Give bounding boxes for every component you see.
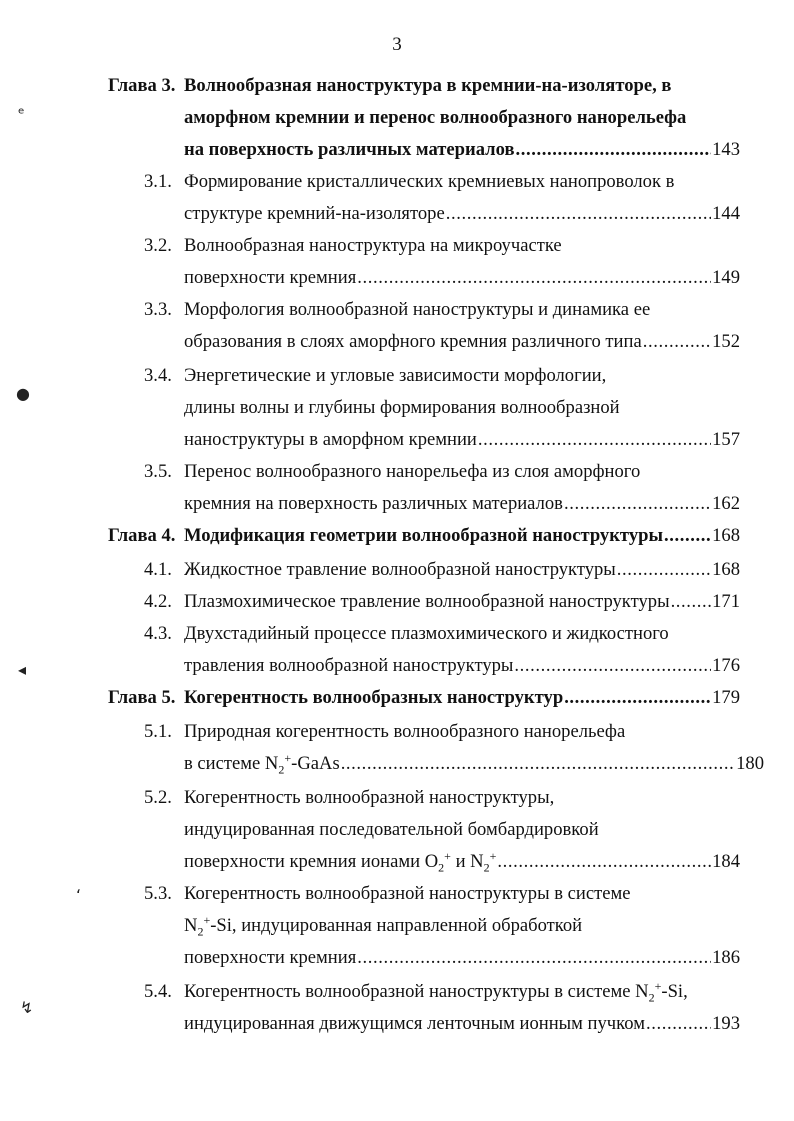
toc-section-5-2-cont	[0, 816, 794, 844]
margin-mark: ◂	[18, 660, 27, 679]
dot-leader	[564, 684, 711, 712]
dot-leader	[516, 136, 712, 164]
toc-section-3-4-cont	[0, 426, 794, 454]
margin-mark: ●	[16, 384, 30, 403]
section-title-line: поверхности кремния ионами $O_2^+$ и $N_2^+$	[184, 848, 497, 875]
section-number: 3.4.	[144, 365, 172, 386]
dot-leader	[478, 426, 711, 454]
dot-leader	[617, 556, 711, 584]
toc-section-5-2	[0, 784, 794, 812]
section-number: 3.1.	[144, 171, 172, 192]
section-title-line: кремния на поверхность различных материалов	[184, 493, 563, 514]
section-title-line: Природная когерентность волнообразного нанорельефа	[184, 721, 626, 742]
section-title-line: поверхности кремния	[184, 267, 357, 288]
page-ref: 180	[736, 753, 764, 774]
chapter-label: Глава 5.	[108, 687, 176, 708]
page-ref: 179	[712, 687, 740, 708]
dot-leader	[564, 490, 711, 518]
chapter-title-line: Волнообразная наноструктура в кремнии-на-изоляторе, в	[184, 75, 672, 96]
toc-entry-leader	[184, 684, 740, 712]
section-title-line: образования в слоях аморфного кремния различного типа	[184, 331, 642, 352]
toc-entry-leader	[184, 1010, 740, 1038]
toc-entry-leader	[184, 200, 740, 228]
section-number: 3.5.	[144, 461, 172, 482]
toc-section-3-2	[0, 232, 794, 260]
section-number: 5.2.	[144, 787, 172, 808]
toc-section-5-3-cont	[0, 912, 794, 940]
toc-section-3-3	[0, 296, 794, 324]
page-ref: 152	[712, 331, 740, 352]
section-number: 3.2.	[144, 235, 172, 256]
section-number: 5.3.	[144, 883, 172, 904]
toc-chapter-3-cont	[0, 136, 794, 164]
toc-entry-leader	[184, 328, 740, 356]
chapter-label: Глава 4.	[108, 525, 176, 546]
chapter-title-line: на поверхность различных материалов	[184, 139, 515, 160]
toc-section-5-2-cont	[0, 848, 794, 876]
section-title-line: индуцированная движущимся ленточным ионным пучком	[184, 1013, 645, 1034]
section-title-line: в системе $N_2^+$-GaAs	[184, 750, 340, 777]
toc-chapter-3-cont	[0, 104, 794, 132]
margin-mark: ᵉ	[18, 104, 25, 123]
toc-section-4-1	[0, 556, 794, 584]
chapter-title-line: аморфном кремнии и перенос волнообразного нанорельефа	[184, 107, 687, 128]
dot-leader	[446, 200, 711, 228]
dot-leader	[514, 652, 711, 680]
page-ref: 168	[712, 525, 740, 546]
toc-section-3-4-cont	[0, 394, 794, 422]
toc-entry-leader	[184, 490, 740, 518]
page-ref: 184	[712, 851, 740, 872]
section-title-line: Энергетические и угловые зависимости морфологии,	[184, 365, 607, 386]
section-title-line: индуцированная последовательной бомбардировкой	[184, 819, 599, 840]
toc-section-5-3-cont	[0, 944, 794, 972]
section-title-line: Двухстадийный процессе плазмохимического и жидкостного	[184, 623, 669, 644]
page-ref: 157	[712, 429, 740, 450]
toc-section-3-4	[0, 362, 794, 390]
page-ref: 186	[712, 947, 740, 968]
section-title-line: Перенос волнообразного нанорельефа из слоя аморфного	[184, 461, 641, 482]
toc-entry-leader	[184, 652, 740, 680]
toc-section-3-1-cont	[0, 200, 794, 228]
chapter-label: Глава 3.	[108, 75, 176, 96]
toc-entry-leader	[184, 750, 764, 778]
page-ref: 176	[712, 655, 740, 676]
margin-mark: ʻ	[76, 886, 82, 905]
toc-section-5-3	[0, 880, 794, 908]
section-title-line: Жидкостное травление волнообразной наноструктуры	[184, 559, 616, 580]
section-title-line: Морфология волнообразной наноструктуры и динамика ее	[184, 299, 651, 320]
toc-entry-leader	[184, 848, 740, 876]
margin-mark: ↯	[20, 998, 34, 1017]
toc-section-5-4	[0, 978, 794, 1006]
section-title-line: Формирование кристаллических кремниевых нанопроволок в	[184, 171, 675, 192]
toc-section-5-1-cont	[0, 750, 794, 778]
dot-leader	[357, 264, 711, 292]
page-ref: 162	[712, 493, 740, 514]
section-number: 5.1.	[144, 721, 172, 742]
toc-entry-leader	[184, 426, 740, 454]
page-ref: 143	[712, 139, 740, 160]
section-number: 4.3.	[144, 623, 172, 644]
toc-section-5-1	[0, 718, 794, 746]
section-number: 5.4.	[144, 981, 172, 1002]
page-ref: 193	[712, 1013, 740, 1034]
section-title-line: Плазмохимическое травление волнообразной наноструктуры	[184, 591, 670, 612]
section-title-line: травления волнообразной наноструктуры	[184, 655, 514, 676]
dot-leader	[497, 848, 711, 876]
dot-leader	[671, 588, 712, 616]
toc-entry-leader	[184, 522, 740, 550]
toc-chapter-4	[0, 522, 794, 550]
toc-entry-leader	[184, 944, 740, 972]
dot-leader	[357, 944, 711, 972]
section-title-line: Когерентность волнообразной наноструктуры,	[184, 787, 555, 808]
page-ref: 144	[712, 203, 740, 224]
page-number: 3	[392, 34, 402, 55]
toc-chapter-3	[0, 72, 794, 100]
dot-leader	[646, 1010, 711, 1038]
toc-section-3-1	[0, 168, 794, 196]
section-title-line: Когерентность волнообразной наноструктуры в системе $N_2^+-Si$,	[184, 978, 688, 1005]
page-ref: 149	[712, 267, 740, 288]
dot-leader	[664, 522, 711, 550]
toc-section-4-3-cont	[0, 652, 794, 680]
chapter-title-line: Модификация геометрии волнообразной наноструктуры	[184, 525, 663, 546]
page-ref: 171	[712, 591, 740, 612]
section-title-line: наноструктуры в аморфном кремнии	[184, 429, 477, 450]
toc-section-3-5-cont	[0, 490, 794, 518]
dot-leader	[341, 750, 735, 778]
toc-entry-leader	[184, 136, 740, 164]
dot-leader	[643, 328, 711, 356]
toc-entry-leader	[184, 264, 740, 292]
section-title-line: структуре кремний-на-изоляторе	[184, 203, 445, 224]
section-number: 4.1.	[144, 559, 172, 580]
toc-section-3-5	[0, 458, 794, 486]
toc-section-5-4-cont	[0, 1010, 794, 1038]
toc-section-4-2	[0, 588, 794, 616]
toc-entry-leader	[184, 588, 740, 616]
section-title-line: длины волны и глубины формирования волнообразной	[184, 397, 620, 418]
section-title-line: $N_2^+-Si$, индуцированная направленной обработкой	[184, 912, 583, 939]
section-title-line: Когерентность волнообразной наноструктуры в системе	[184, 883, 631, 904]
toc-section-3-3-cont	[0, 328, 794, 356]
section-title-line: поверхности кремния	[184, 947, 357, 968]
section-number: 3.3.	[144, 299, 172, 320]
page-ref: 168	[712, 559, 740, 580]
toc-section-4-3	[0, 620, 794, 648]
section-number: 4.2.	[144, 591, 172, 612]
chapter-title-line: Когерентность волнообразных наноструктур	[184, 687, 564, 708]
section-title-line: Волнообразная наноструктура на микроучастке	[184, 235, 562, 256]
toc-section-3-2-cont	[0, 264, 794, 292]
toc-chapter-5	[0, 684, 794, 712]
toc-entry-leader	[184, 556, 740, 584]
